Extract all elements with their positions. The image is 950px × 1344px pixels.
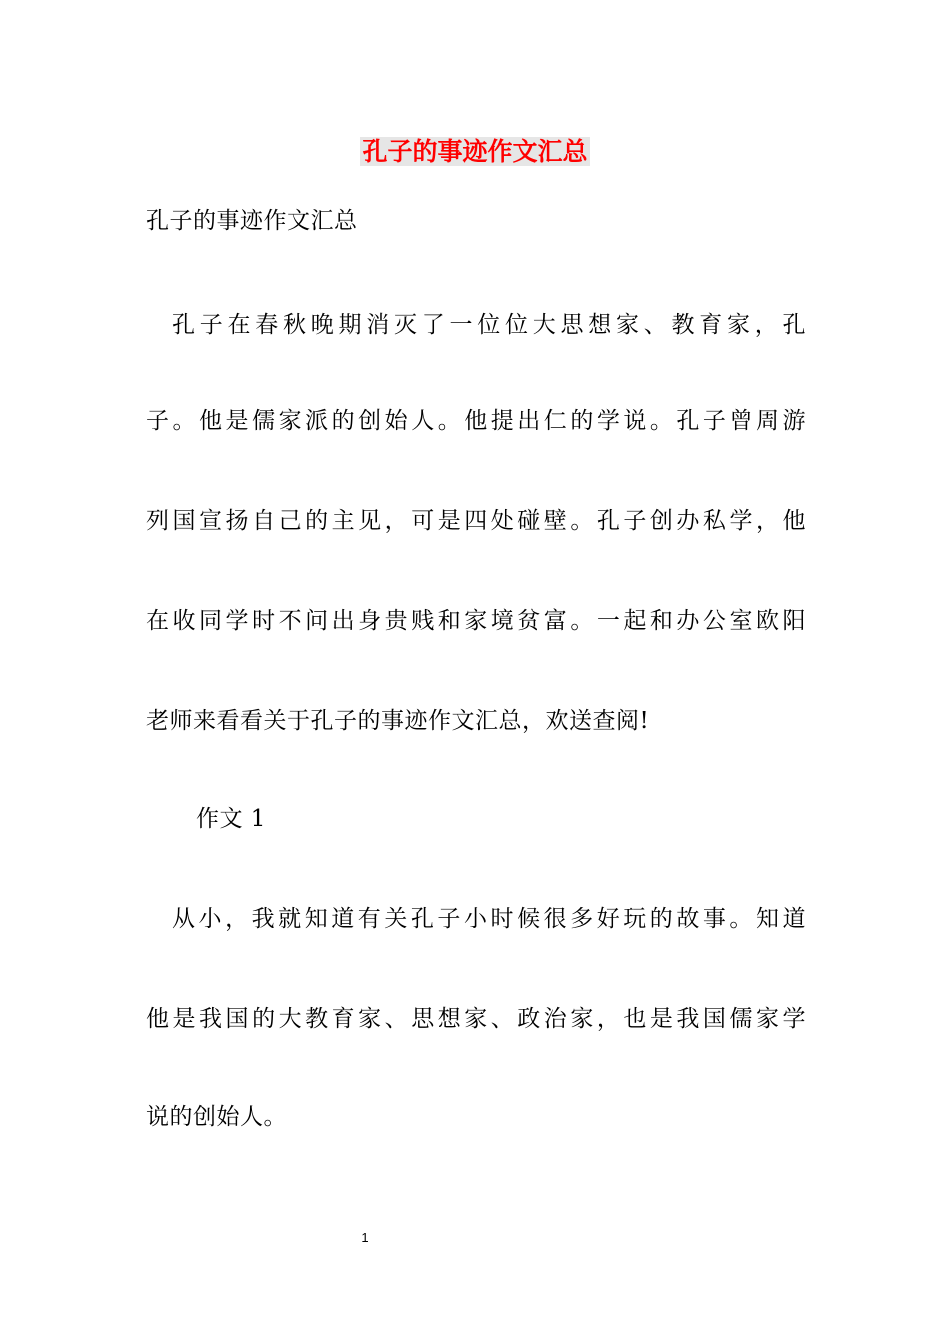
essay-line-1: 从小，我就知道有关孔子小时候很多好玩的故事。知道 (172, 906, 806, 932)
intro-line-5: 老师来看看关于孔子的事迹作文汇总，欢送查阅! (146, 708, 650, 734)
document-title-text: 孔子的事迹作文汇总 (362, 137, 588, 166)
essay-line-3: 说的创始人。 (146, 1104, 287, 1130)
essay-line-2: 他是我国的大教育家、思想家、政治家，也是我国儒家学 (146, 1006, 806, 1032)
page-number: 1 (361, 1230, 369, 1245)
document-title (0, 134, 950, 170)
intro-line-3: 列国宣扬自己的主见，可是四处碰壁。孔子创办私学，他 (146, 508, 806, 534)
intro-line-4: 在收同学时不问出身贵贱和家境贫富。一起和办公室欧阳 (146, 608, 806, 634)
intro-line-2: 子。他是儒家派的创始人。他提出仁的学说。孔子曾周游 (146, 408, 806, 434)
intro-line-1: 孔子在春秋晚期消灭了一位位大思想家、教育家，孔 (172, 312, 806, 338)
document-subtitle: 孔子的事迹作文汇总 (146, 208, 358, 234)
section-heading: 作文 1 (196, 806, 266, 832)
